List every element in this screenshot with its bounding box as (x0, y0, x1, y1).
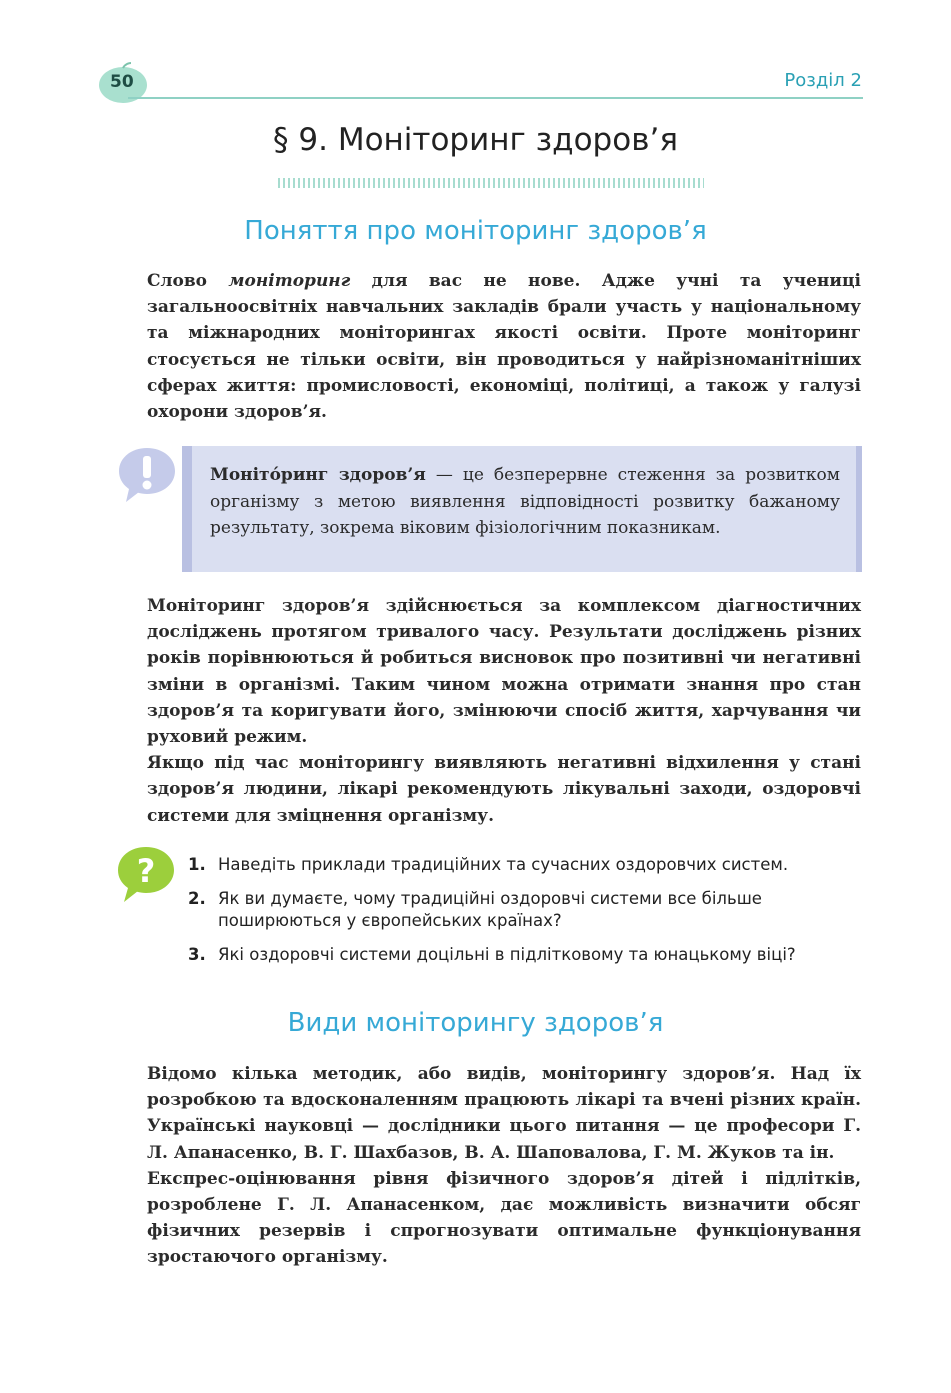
title-decoration (278, 178, 704, 188)
definition-bar-left (182, 446, 192, 572)
section-heading-1: Поняття про моніторинг здоров’я (244, 216, 707, 246)
question-item (188, 854, 864, 876)
intro-text-start: Слово (147, 271, 229, 291)
question-item (188, 944, 864, 966)
page-title: § 9. Моніторинг здоров’я (273, 122, 678, 158)
intro-text-end: для вас не нове. Адже учні та учениці загальноосвітніх навчальних закладів брали участь у національному та міжнародних моніторингах якості освіти. Проте моніторинг стосується не тільки освіти, він проводиться у найрізноманітніших сферах життя: промисловості, економіці, політиці, а також у галузі охорони здоров’я. (147, 271, 861, 423)
question-icon (116, 844, 180, 906)
question-number: 1. (188, 855, 206, 874)
header-rule (128, 97, 863, 99)
page-number: 50 (110, 72, 134, 92)
question-number: 3. (188, 945, 206, 964)
svg-text:?: ? (136, 852, 156, 890)
question-number: 2. (188, 889, 206, 908)
question-item (188, 888, 864, 932)
section1-body (147, 593, 861, 829)
section-label: Розділ 2 (784, 70, 862, 91)
exclamation-icon (116, 444, 178, 506)
body-paragraph: Відомо кілька методик, або видів, моніторингу здоров’я. Над їх розробкою та вдосконаленням працюють лікарі та вчені різних країн. Українські науковці — дослідники цього питання — це професори Г. Л. Апанасенко, В. Г. Шахбазов, В. А. Шаповалова, Г. М. Жуков та ін. (147, 1064, 861, 1163)
intro-paragraph (147, 268, 861, 425)
body-paragraph: Моніторинг здоров’я здійснюється за комплексом діагностичних досліджень протягом тривалого часу. Результати досліджень різних років порівнюються й робиться висновок про позитивні чи негативні зміни в організмі. Таким чином можна отримати знання про стан здоров’я та коригувати його, змінюючи спосіб життя, харчування чи руховий режим. (147, 596, 861, 748)
question-text: Як ви думаєте, чому традиційні оздоровчі системи все більше поширюються у європейських країнах? (218, 889, 762, 930)
body-paragraph: Якщо під час моніторингу виявляють негативні відхилення у стані здоров’я людини, лікарі рекомендують лікувальні заходи, оздоровчі системи для зміцнення організму. (147, 753, 861, 826)
definition-term: Моніто́ринг здоров’я (210, 465, 426, 485)
definition-body: — це безперервне стеження за розвитком організму з метою виявлення відповідності розвитку бажаному результату, зокрема віковим фізіологічним показникам. (210, 465, 840, 538)
questions-list (188, 854, 864, 978)
question-text: Які оздоровчі системи доцільні в підлітковому та юнацькому віці? (218, 945, 796, 964)
section-heading-2: Види моніторингу здоров’я (287, 1008, 664, 1038)
body-paragraph: Експрес-оцінювання рівня фізичного здоров’я дітей і підлітків, розроблене Г. Л. Апанасенком, дає можливість визначити обсяг фізичних резервів і спрогнозувати оптимальне функціонування зростаючого організму. (147, 1168, 861, 1268)
section2-body (147, 1061, 861, 1271)
definition-bar-right (856, 446, 862, 572)
definition-text (210, 462, 840, 542)
intro-term: моніторинг (228, 271, 351, 291)
question-text: Наведіть приклади традиційних та сучасних оздоровчих систем. (218, 855, 789, 874)
